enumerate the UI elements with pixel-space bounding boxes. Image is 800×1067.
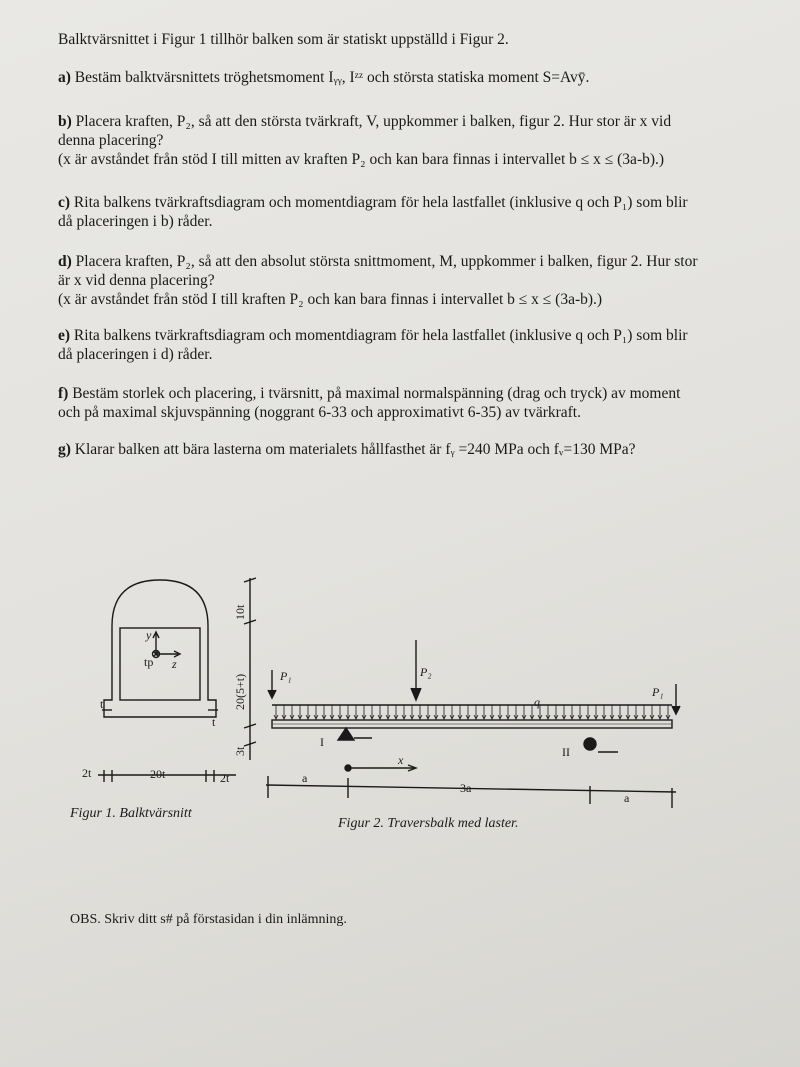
fig2-3a-label: 3a <box>460 781 472 795</box>
fig2-support-ii-label: II <box>562 745 570 759</box>
fig1-10t-label: 10t <box>233 604 247 620</box>
fig1-t-right-label: t <box>212 715 216 729</box>
question-c <box>58 193 688 231</box>
question-line: och på maximal skjuvspänning (noggrant 6-33 och approximativt 6-35) av tvärkraft. <box>58 404 581 421</box>
fig1-z-label: z <box>172 657 177 671</box>
fig2-a-left-label: a <box>302 771 308 785</box>
question-label: d) <box>58 253 72 270</box>
fig1-20t-label: 20t <box>150 767 166 781</box>
question-line: Placera kraften, P₂, så att den absolut största snittmoment, M, uppkommer i balken, figur 2. Hur stor <box>75 253 698 270</box>
question-e <box>58 326 688 364</box>
fig2-support-i-label: I <box>320 735 324 749</box>
support-ii-icon <box>584 738 596 750</box>
question-line: Placera kraften, P₂, så att den största tvärkraft, V, uppkommer i balken, figur 2. Hur stor är x vid <box>75 113 672 130</box>
fig1-tp-label: tp <box>144 655 154 669</box>
fig1-3t-label: 3t <box>233 746 247 756</box>
fig2-p1-right-label: P₁ <box>652 685 664 699</box>
question-g <box>58 440 636 459</box>
question-line: (x är avståndet från stöd I till mitten av kraften P₂ och kan bara finnas i intervallet b ≤ x ≤ (3a-b).) <box>58 151 665 168</box>
question-line: denna placering? <box>58 132 164 149</box>
intro-text: Balktvärsnittet i Figur 1 tillhör balken som är statiskt uppställd i Figur 2. <box>58 31 509 48</box>
fig1-y-label: y <box>146 628 152 642</box>
question-a <box>58 68 589 87</box>
figure1-caption: Figur 1. Balktvärsnitt <box>70 806 192 821</box>
cross-section-outer <box>104 580 216 717</box>
question-line: Bestäm balktvärsnittets tröghetsmoment Iᵧᵧ, Iᶻᶻ och största statiska moment S=Avȳ. <box>74 69 590 86</box>
question-line: Bestäm storlek och placering, i tvärsnitt, på maximal normalspänning (drag och tryck) av moment <box>72 385 681 402</box>
question-d <box>58 252 698 309</box>
figure2-caption: Figur 2. Traversbalk med laster. <box>338 816 519 831</box>
question-line: är x vid denna placering? <box>58 272 215 289</box>
fig2-q-label: q <box>534 695 540 709</box>
fig1-height-label: 20(5+t) <box>233 673 247 710</box>
fig1-2t-left-label: 2t <box>82 766 92 780</box>
question-line: då placeringen i d) råder. <box>58 346 213 363</box>
fig2-a-right-label: a <box>624 791 630 805</box>
fig2-p2-label: P₂ <box>420 665 432 679</box>
question-line: Rita balkens tvärkraftsdiagram och momentdiagram för hela lastfallet (inklusive q och P₁) som blir <box>73 327 688 344</box>
question-label: f) <box>58 385 69 402</box>
cross-section-inner <box>120 628 200 700</box>
question-line: (x är avståndet från stöd I till kraften P₂ och kan bara finnas i intervallet b ≤ x ≤ (3a-b).) <box>58 291 603 308</box>
distributed-load-arrows <box>274 705 670 719</box>
question-line: Klarar balken att bära lasterna om materialets hållfasthet är fᵧ =240 MPa och fᵥ=130 MPa? <box>74 441 636 458</box>
fig1-t-left-label: t <box>100 697 104 711</box>
support-i-icon <box>338 728 354 740</box>
fig1-2t-right-label: 2t <box>220 771 230 785</box>
question-b <box>58 112 671 169</box>
fig2-x-label: x <box>398 753 404 767</box>
footer-note: OBS. Skriv ditt s# på förstasidan i din inlämning. <box>70 912 347 927</box>
fig2-p1-left-label: P₁ <box>280 669 292 683</box>
question-label: e) <box>58 327 71 344</box>
question-line: då placeringen i b) råder. <box>58 213 213 230</box>
question-label: a) <box>58 69 71 86</box>
question-f <box>58 384 680 422</box>
question-label: b) <box>58 113 72 130</box>
question-line: Rita balkens tvärkraftsdiagram och momentdiagram för hela lastfallet (inklusive q och P₁) som blir <box>73 194 688 211</box>
question-label: g) <box>58 441 71 458</box>
question-label: c) <box>58 194 71 211</box>
